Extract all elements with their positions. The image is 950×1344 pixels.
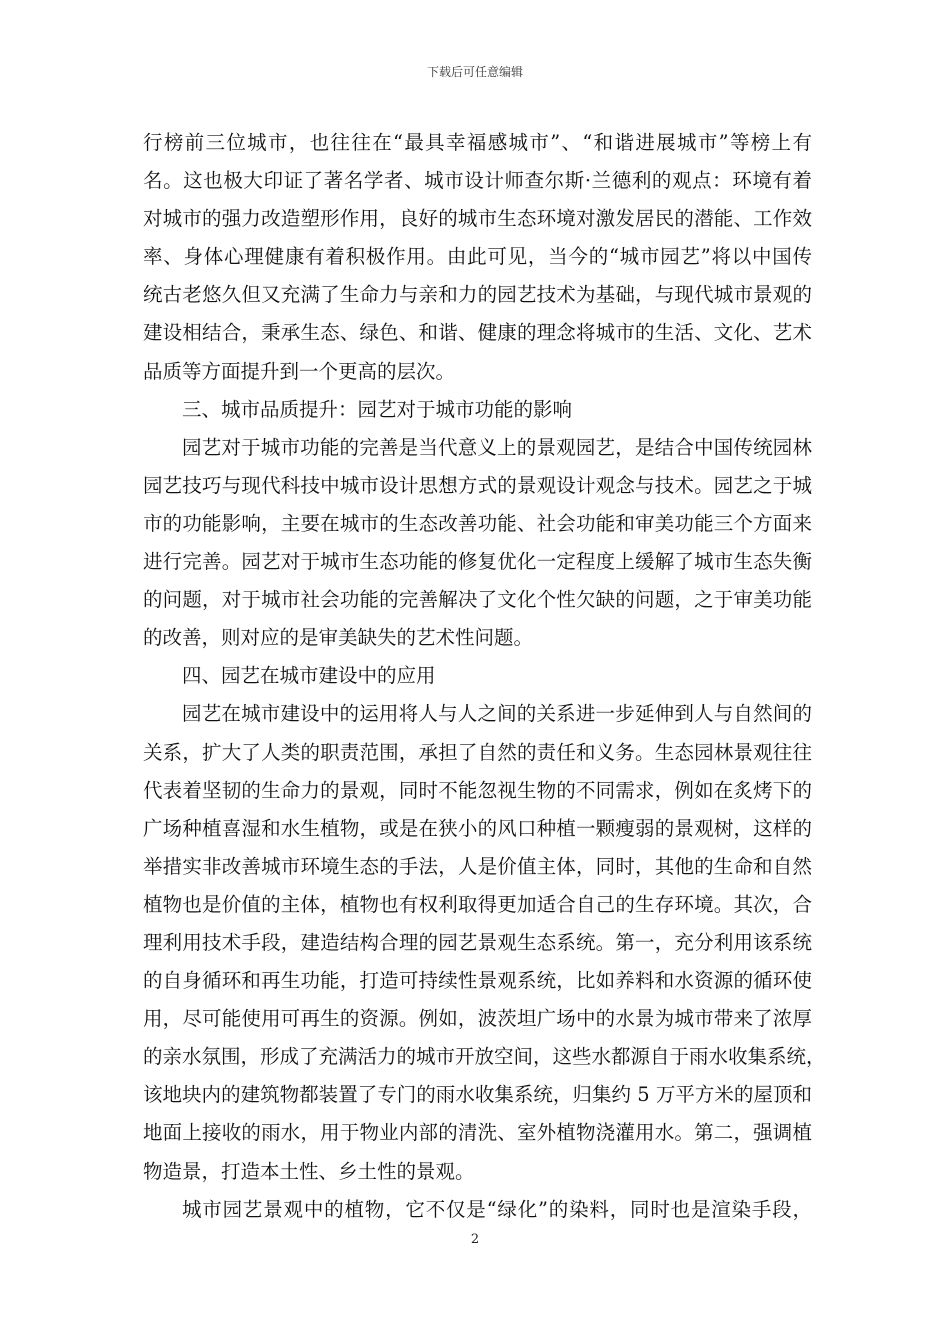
text-line: 代表着坚韧的生命力的景观，同时不能忽视生物的不同需求，例如在炙烤下的 [143, 778, 812, 802]
text-line: 品质等方面提升到一个更高的层次。 [143, 359, 456, 383]
document-body [143, 124, 826, 1229]
text-line: 对城市的强力改造塑形作用，良好的城市生态环境对激发居民的潜能、工作效 [143, 207, 812, 231]
text-line: 名。这也极大印证了著名学者、城市设计师查尔斯·兰德利的观点：环境有着 [143, 169, 812, 193]
text-line: 建设相结合，秉承生态、绿色、和谐、健康的理念将城市的生活、文化、艺术 [143, 321, 812, 345]
text-line: 三、城市品质提升：园艺对于城市功能的影响 [182, 397, 573, 421]
text-line: 物造景，打造本土性、乡土性的景观。 [143, 1159, 475, 1183]
text-line: 统古老悠久但又充满了生命力与亲和力的园艺技术为基础，与现代城市景观的 [143, 283, 812, 307]
text-line: 城市园艺景观中的植物，它不仅是“绿化”的染料，同时也是渲染手段， [182, 1197, 812, 1221]
text-line: 理利用技术手段，建造结构合理的园艺景观生态系统。第一，充分利用该系统 [143, 930, 812, 954]
text-line: 地面上接收的雨水，用于物业内部的清洗、室外植物浇灌用水。第二，强调植 [143, 1121, 812, 1145]
text-line: 举措实非改善城市环境生态的手法，人是价值主体，同时，其他的生命和自然 [143, 854, 812, 878]
text-line: 进行完善。园艺对于城市生态功能的修复优化一定程度上缓解了城市生态失衡 [143, 550, 812, 574]
text-line: 植物也是价值的主体，植物也有权利取得更加适合自己的生存环境。其次，合 [143, 892, 812, 916]
text-line: 关系，扩大了人类的职责范围，承担了自然的责任和义务。生态园林景观往往 [143, 740, 812, 764]
text-line: 的问题，对于城市社会功能的完善解决了文化个性欠缺的问题，之于审美功能 [143, 588, 812, 612]
page-header: 下载后可任意编辑 [426, 65, 523, 79]
text-line: 园艺技巧与现代科技中城市设计思想方式的景观设计观念与技术。园艺之于城 [143, 473, 812, 497]
text-line: 广场种植喜湿和水生植物，或是在狭小的风口种植一颗瘦弱的景观树，这样的 [143, 816, 812, 840]
text-line: 的自身循环和再生功能，打造可持续性景观系统，比如养料和水资源的循环使 [143, 969, 812, 993]
page-number: 2 [470, 1232, 480, 1247]
text-line: 的改善，则对应的是审美缺失的艺术性问题。 [143, 626, 534, 650]
text-line: 行榜前三位城市，也往往在“最具幸福感城市”、“和谐进展城市”等榜上有 [143, 131, 812, 154]
text-line: 四、园艺在城市建设中的应用 [182, 664, 436, 688]
text-line: 该地块内的建筑物都装置了专门的雨水收集系统，归集约 5 万平方米的屋顶和 [143, 1083, 812, 1107]
text-line: 率、身体心理健康有着积极作用。由此可见，当今的“城市园艺”将以中国传 [143, 245, 812, 269]
text-line: 市的功能影响，主要在城市的生态改善功能、社会功能和审美功能三个方面来 [143, 511, 812, 535]
text-line: 园艺对于城市功能的完善是当代意义上的景观园艺，是结合中国传统园林 [182, 435, 812, 459]
text-line: 用，尽可能使用可再生的资源。例如，波茨坦广场中的水景为城市带来了浓厚 [143, 1007, 812, 1031]
text-line: 园艺在城市建设中的运用将人与人之间的关系进一步延伸到人与自然间的 [182, 702, 812, 726]
text-line: 的亲水氛围，形成了充满活力的城市开放空间，这些水都源自于雨水收集系统， [143, 1045, 826, 1069]
